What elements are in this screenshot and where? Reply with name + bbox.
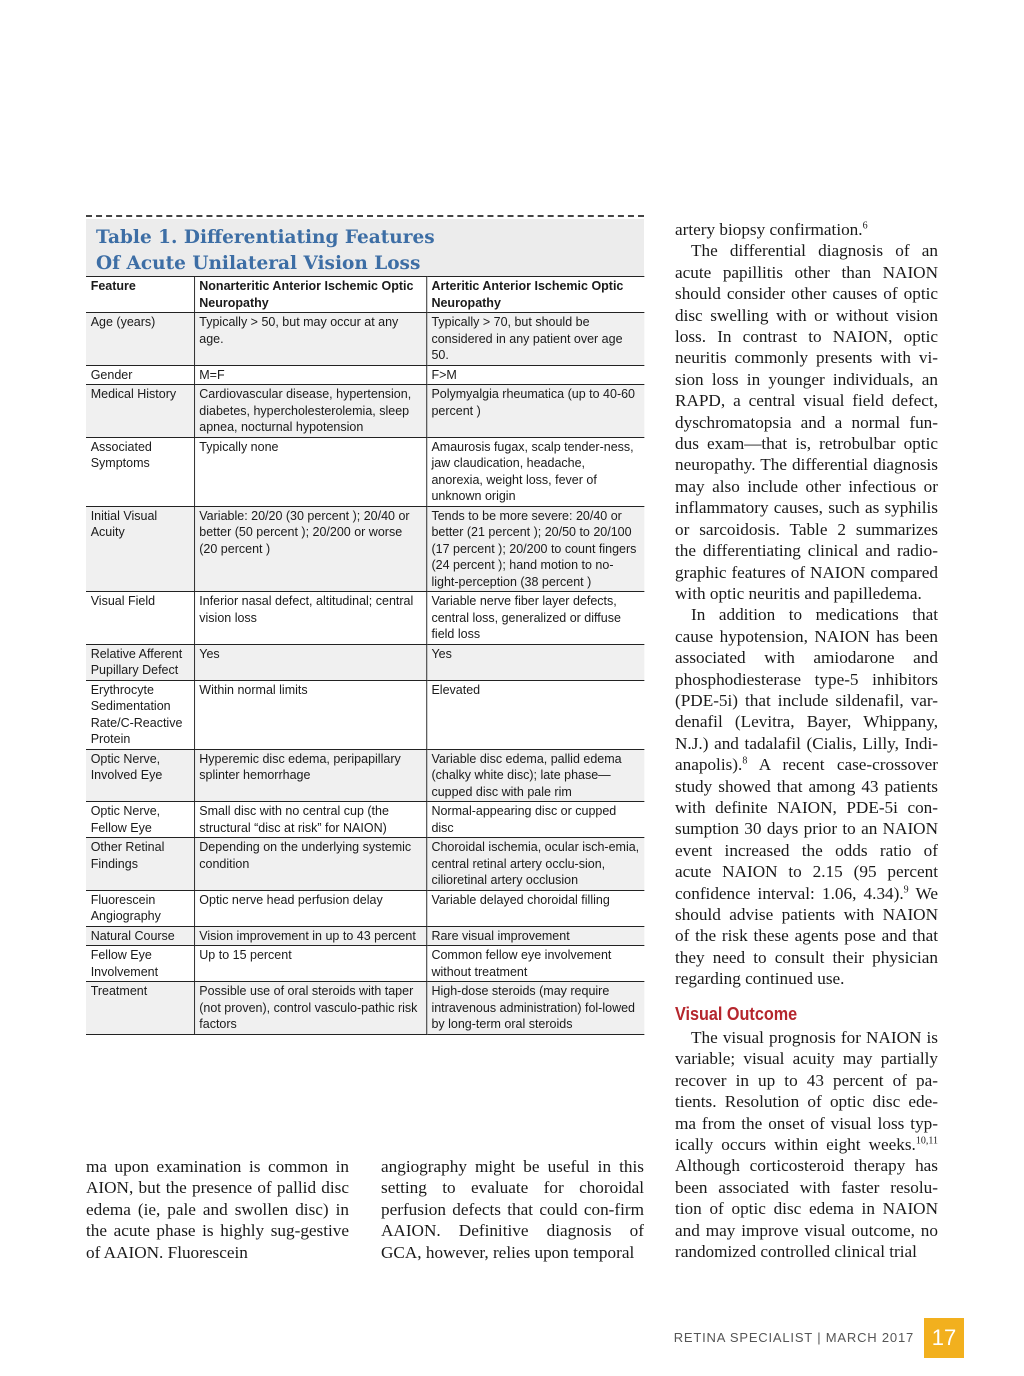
body-text-column-2: angiography might be useful in this setting to evaluate for choroidal perfusion defects that could con-firm AAION. Definitive diagnosis of GCA, however, relies upon temporal — [381, 1157, 644, 1262]
reference-8: 8 — [742, 755, 748, 767]
journal-footer-label: RETINA SPECIALIST | MARCH 2017 — [673, 1330, 914, 1345]
body-text-column-1: ma upon examination is common in AION, but the presence of pallid disc edema (ie, pale and swollen disc) in the acute phase is highly sug-gestive of AAION. Fluorescein — [86, 1157, 349, 1262]
naion-cell: Vision improvement in up to 43 percent — [194, 926, 426, 946]
table-body — [86, 313, 644, 1035]
naion-cell: Cardiovascular disease, hypertension, diabetes, hypercholesterolemia, sleep apnea, nocturnal hypotension — [194, 385, 426, 438]
aaion-cell: Variable delayed choroidal filling — [426, 890, 644, 926]
body-text-column-3 — [675, 219, 938, 1263]
table-1-box — [86, 215, 644, 1130]
reference-10-11: 10,11 — [915, 1135, 938, 1147]
table-row — [86, 365, 644, 385]
aaion-cell: Tends to be more severe: 20/40 or better (21 percent ); 20/50 to 20/100 (17 percent ); 20/200 to count fingers (24 percent ); hand motion to no-light-perception (38 percent ) — [426, 506, 644, 592]
header-aaion: Arteritic Anterior Ischemic Optic Neuropathy — [426, 277, 644, 313]
naion-cell: Inferior nasal defect, altitudinal; central vision loss — [194, 592, 426, 645]
table-row — [86, 644, 644, 680]
naion-cell: Typically none — [194, 437, 426, 506]
paragraph-visual-outcome: The visual prognosis for NAION is variable; visual acuity may partially recover in up to 43 percent of pa-tients. Resolution of optic disc ede-ma from the onset of visual loss typ-ically occurs within eight weeks.$^{10,11}$ Although corticosteroid therapy has been associated with faster resolu-tion of optic disc edema in NAION and may improve visual outcome, no randomized controlled clinical trial — [675, 1028, 938, 1262]
naion-cell: Up to 15 percent — [194, 946, 426, 982]
table-row — [86, 838, 644, 891]
feature-cell: Age (years) — [86, 313, 194, 366]
feature-cell: Treatment — [86, 982, 194, 1035]
naion-cell: Typically > 50, but may occur at any age. — [194, 313, 426, 366]
table-row — [86, 437, 644, 506]
naion-cell: Small disc with no central cup (the structural “disc at risk” for NAION) — [194, 802, 426, 838]
page-footer — [674, 1318, 964, 1356]
dashed-divider — [86, 215, 644, 217]
aaion-cell: F>M — [426, 365, 644, 385]
aaion-cell: Variable disc edema, pallid edema (chalky white disc); late phase—cupped disc with pale rim — [426, 749, 644, 802]
table-row — [86, 506, 644, 592]
table-row — [86, 982, 644, 1035]
feature-cell: Initial Visual Acuity — [86, 506, 194, 592]
aaion-cell: Yes — [426, 644, 644, 680]
table-row — [86, 313, 644, 366]
feature-cell: Fluorescein Angiography — [86, 890, 194, 926]
aaion-cell: Polymyalgia rheumatica (up to 40-60 percent ) — [426, 385, 644, 438]
table-row — [86, 890, 644, 926]
feature-cell: Erythrocyte Sedimentation Rate/C-Reactive Protein — [86, 680, 194, 749]
table-title — [96, 225, 435, 277]
section-heading-visual-outcome: Visual Outcome — [675, 1003, 798, 1024]
table-title-line1: Table 1. Differentiating Features — [96, 227, 435, 248]
paragraph-differential: The differential diagnosis of an acute papillitis other than NAION should consider other causes of optic disc swelling with or without vision loss. In contrast to NAION, optic neuritis commonly presents with vi-sion loss in younger individuals, an RAPD, a central visual field defect, dyschromatopsia and a normal fun-dus exam—that is, retrobulbar optic neuropathy. The differential diagnosis may also include other infectious or inflammatory causes, such as syphilis or sarcoidosis. Table 2 summarizes the differentiating clinical and radio-graphic features of NAION compared with optic neuritis and papilledema. — [675, 241, 938, 603]
table-row — [86, 680, 644, 749]
aaion-cell: Elevated — [426, 680, 644, 749]
feature-cell: Optic Nerve, Involved Eye — [86, 749, 194, 802]
table-row — [86, 749, 644, 802]
aaion-cell: Variable nerve fiber layer defects, central loss, generalized or diffuse field loss — [426, 592, 644, 645]
paragraph-medications: In addition to medications that cause hypotension, NAION has been associated with amiodarone and phosphodiesterase type-5 inhibitors (PDE-5i) that include sildenafil, var-denafil (Levitra, Bayer, Whippany, N.J.) and tadalafil (Cialis, Lilly, Indi-anapolis).$^8$ A recent case-crossover study showed that among 43 patients with definite NAION, PDE-5i con-sumption 30 days prior to an NAION event increased the odds ratio of acute NAION to 2.15 (95 percent confidence interval: 1.06, 4.34).$^9$ We should advise patients with NAION of the risk these agents pose and that they need to consult their physician regarding continued use. — [675, 605, 938, 989]
feature-cell: Relative Afferent Pupillary Defect — [86, 644, 194, 680]
table-row — [86, 946, 644, 982]
header-feature: Feature — [86, 277, 194, 313]
table-row — [86, 926, 644, 946]
table-row — [86, 385, 644, 438]
naion-cell: Depending on the underlying systemic condition — [194, 838, 426, 891]
naion-cell: Yes — [194, 644, 426, 680]
naion-cell: Optic nerve head perfusion delay — [194, 890, 426, 926]
page-number-badge: 17 — [924, 1318, 964, 1358]
feature-cell: Fellow Eye Involvement — [86, 946, 194, 982]
reference-9: 9 — [903, 883, 909, 895]
feature-cell: Medical History — [86, 385, 194, 438]
naion-cell: Hyperemic disc edema, peripapillary splinter hemorrhage — [194, 749, 426, 802]
table-row — [86, 802, 644, 838]
aaion-cell: High-dose steroids (may require intravenous administration) fol-lowed by long-term oral steroids — [426, 982, 644, 1035]
aaion-cell: Normal-appearing disc or cupped disc — [426, 802, 644, 838]
feature-cell: Other Retinal Findings — [86, 838, 194, 891]
header-naion: Nonarteritic Anterior Ischemic Optic Neuropathy — [194, 277, 426, 313]
table-row — [86, 592, 644, 645]
feature-cell: Gender — [86, 365, 194, 385]
table-header-row — [86, 277, 644, 313]
naion-cell: Possible use of oral steroids with taper (not proven), control vasculo-pathic risk factors — [194, 982, 426, 1035]
naion-cell: Variable: 20/20 (30 percent ); 20/40 or better (50 percent ); 20/200 or worse (20 percent ) — [194, 506, 426, 592]
table-title-band — [86, 219, 644, 277]
aaion-cell: Amaurosis fugax, scalp tender-ness, jaw claudication, headache, anorexia, weight loss, fever of unknown origin — [426, 437, 644, 506]
paragraph-biopsy: artery biopsy confirmation.$^6$ — [675, 220, 868, 239]
aaion-cell: Choroidal ischemia, ocular isch-emia, central retinal artery occlu-sion, cilioretinal artery occlusion — [426, 838, 644, 891]
table-title-line2: Of Acute Unilateral Vision Loss — [96, 253, 421, 274]
feature-cell: Associated Symptoms — [86, 437, 194, 506]
feature-cell: Natural Course — [86, 926, 194, 946]
naion-cell: M=F — [194, 365, 426, 385]
aaion-cell: Rare visual improvement — [426, 926, 644, 946]
feature-cell: Optic Nerve, Fellow Eye — [86, 802, 194, 838]
aaion-cell: Typically > 70, but should be considered in any patient over age 50. — [426, 313, 644, 366]
differentiating-features-table — [86, 276, 644, 1035]
aaion-cell: Common fellow eye involvement without treatment — [426, 946, 644, 982]
feature-cell: Visual Field — [86, 592, 194, 645]
reference-6: 6 — [862, 220, 868, 232]
naion-cell: Within normal limits — [194, 680, 426, 749]
